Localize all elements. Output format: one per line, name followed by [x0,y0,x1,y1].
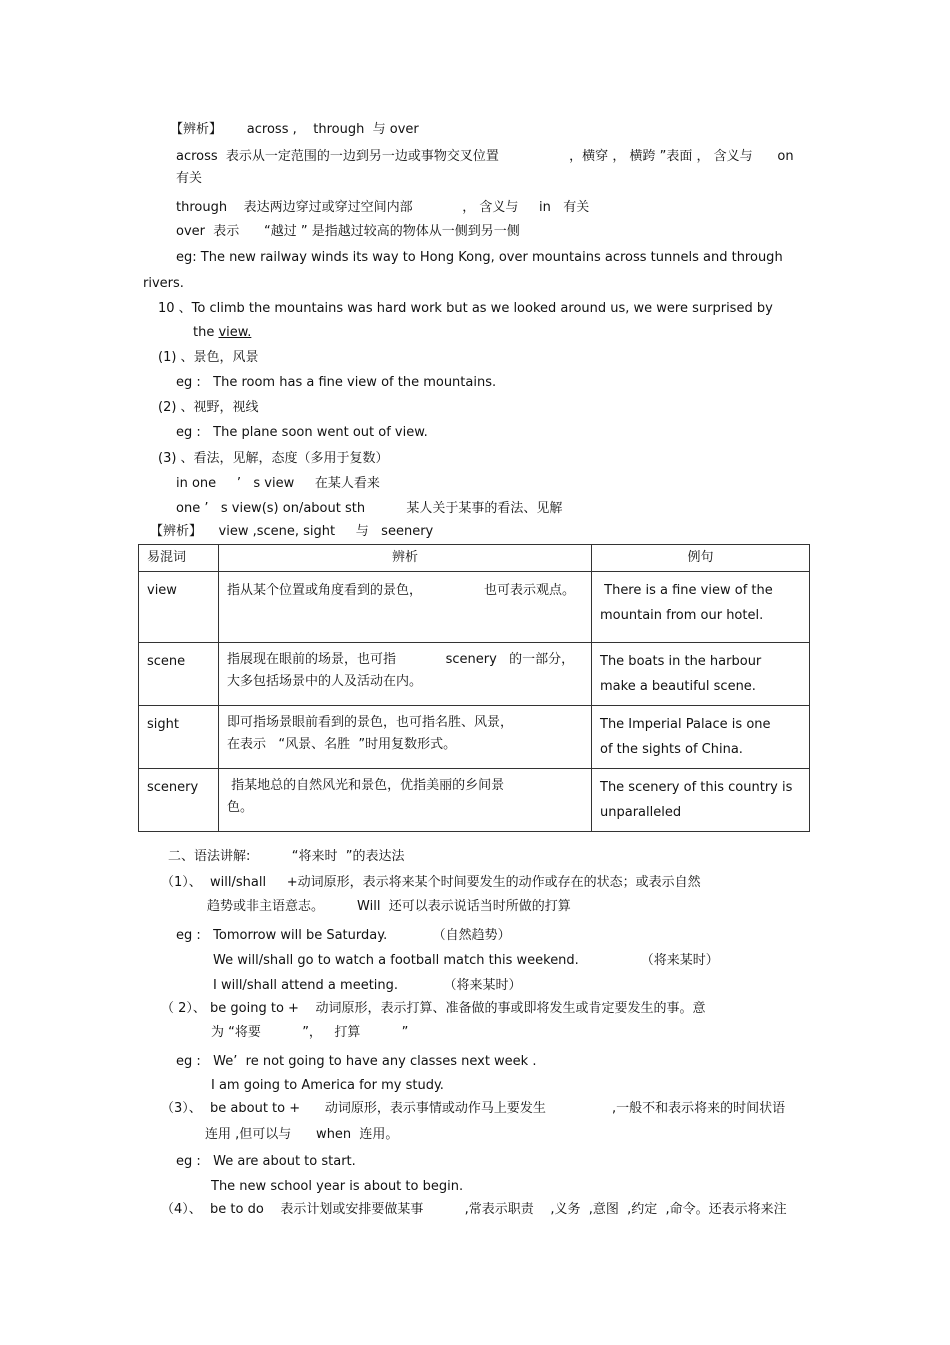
cell-analysis: 即可指场景眼前看到的景色，也可指名胜、风景， 在表示 “风景、名胜 ”时用复数形式。 [219,706,592,769]
item-10-the: the [193,325,219,340]
analysis-heading-view: 【辨析】 view ,scene, sight 与 seenery [150,524,434,539]
grammar-2-example-1: eg : We’ re not going to have any classes next week . [176,1054,537,1069]
cell-example: There is a fine view of the mountain from our hotel. [592,572,810,643]
cell-example: The Imperial Palace is one of the sights of China. [592,706,810,769]
cell-analysis: 指从某个位置或角度看到的景色， 也可表示观点。 [219,572,592,643]
meaning-1: (1) 、景色，风景 [158,350,259,365]
table-row [139,572,810,643]
grammar-1-example-1: eg : Tomorrow will be Saturday. （自然趋势） [176,928,511,943]
grammar-3-example-1: eg : We are about to start. [176,1154,356,1169]
cell-word: view [139,572,219,643]
item-10-view-underlined: view. [218,325,252,340]
example-railway-cont: rivers. [143,276,184,291]
table-header-row [139,545,810,572]
phrase-ones-views: one ’ s view(s) on/about sth 某人关于某事的看法、见解 [176,501,563,516]
through-definition: through 表达两边穿过或穿过空间内部 ， 含义与 in 有关 [176,200,590,215]
across-definition-cont: 有关 [176,171,203,186]
meaning-3: (3) 、看法，见解，态度（多用于复数） [158,451,389,466]
example-2: eg : The plane soon went out of view. [176,425,428,440]
grammar-2: （ 2）、 be going to + 动词原形，表示打算、准备做的事或即将发生或肯定要发生的事。意 [161,1001,706,1016]
cell-example: The scenery of this country is unparalleled [592,769,810,832]
table-row [139,643,810,706]
grammar-3-example-2: The new school year is about to begin. [211,1179,464,1194]
header-analysis: 辨析 [219,545,592,572]
across-definition: across 表示从一定范围的一边到另一边或事物交叉位置 ，横穿 ， 横跨 ”表面 ， 含义与 on [176,149,794,164]
grammar-1: （1）、 will/shall +动词原形，表示将来某个时间要发生的动作或存在的状态；或表示自然 [161,875,701,890]
grammar-1-cont: 趋势或非主语意志。 Will 还可以表示说话当时所做的打算 [207,899,571,914]
example-railway: eg: The new railway winds its way to Hong Kong, over mountains across tunnels and through [176,250,783,265]
example-1: eg : The room has a fine view of the mountains. [176,375,497,390]
item-10-sentence: 10 、To climb the mountains was hard work but as we looked around us, we were surprised by [158,301,773,316]
grammar-title: 二、语法讲解: “将来时 ”的表达法 [168,849,405,864]
grammar-1-example-3: I will/shall attend a meeting. （将来某时） [213,978,522,993]
cell-analysis: 指某地总的自然风光和景色，优指美丽的乡间景 色。 [219,769,592,832]
grammar-4: （4）、 be to do 表示计划或安排要做某事 ,常表示职责 ,义务 ,意图 ,约定 ,命令。还表示将来注 [161,1202,787,1217]
cell-example: The boats in the harbour make a beautiful scene. [592,643,810,706]
grammar-2-example-2: I am going to America for my study. [211,1078,444,1093]
grammar-3-cont: 连用 ,但可以与 when 连用。 [205,1127,399,1142]
comparison-table [138,544,810,832]
grammar-1-example-2: We will/shall go to watch a football match this weekend. （将来某时） [213,953,719,968]
grammar-2-cont: 为 “将要 ”， 打算 ” [211,1025,409,1040]
phrase-in-ones-view: in one ’ s view 在某人看来 [176,476,380,491]
cell-analysis: 指展现在眼前的场景，也可指 scenery 的一部分， 大多包括场景中的人及活动在内。 [219,643,592,706]
analysis-heading-across: 【辨析】 across , through 与 over [170,122,419,137]
cell-word: sight [139,706,219,769]
over-definition: over 表示 “越过 ” 是指越过较高的物体从一侧到另一侧 [176,224,520,239]
item-10-sentence-cont [193,324,251,342]
header-word: 易混词 [139,545,219,572]
grammar-3: （3）、 be about to + 动词原形，表示事情或动作马上要发生 ,一般不和表示将来的时间状语 [161,1101,786,1116]
table-row [139,769,810,832]
cell-word: scene [139,643,219,706]
header-example: 例句 [592,545,810,572]
meaning-2: (2) 、视野，视线 [158,400,259,415]
cell-word: scenery [139,769,219,832]
table-row [139,706,810,769]
